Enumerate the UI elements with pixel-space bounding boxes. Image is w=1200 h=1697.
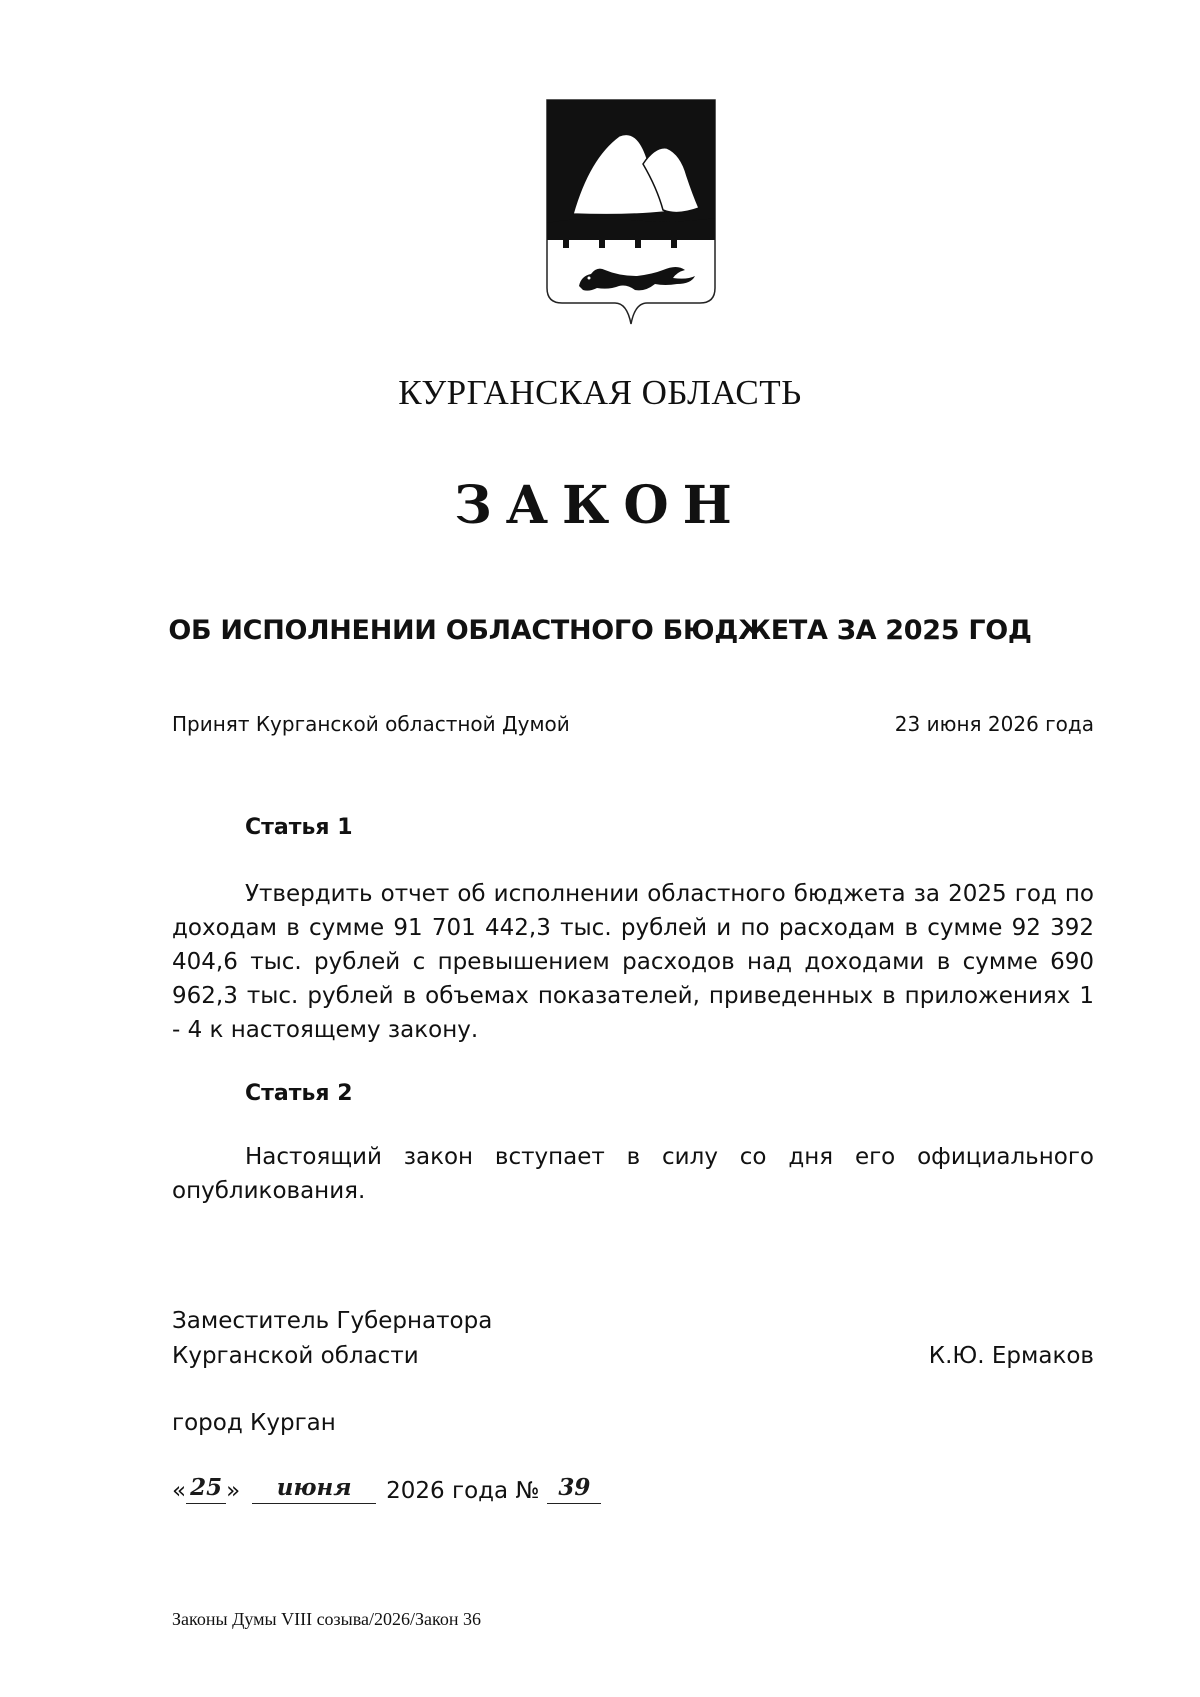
article-1-text: Утвердить отчет об исполнении областного бюджета за 2025 год по доходам в сумме 91 701 442,3 тыс. рублей и по расходам в сумме 92 392 404,6 тыс. рублей с превышением расходов над доходами в сумме 690 962,3 тыс. рублей в объемах показателей, приведенных в приложениях 1 - 4 к настоящему закону. [172, 881, 1094, 1043]
document-footer: Законы Думы VIII созыва/2026/Закон 36 [172, 1609, 481, 1629]
city: город Курган [172, 1410, 336, 1436]
adopted-date: 23 июня 2026 года [894, 712, 1094, 736]
signatory-position-line2: Курганской области [172, 1343, 419, 1369]
signatory-position-line1: Заместитель Губернатора [172, 1308, 493, 1334]
signature-block [172, 1304, 1094, 1374]
signing-month: июня [252, 1473, 376, 1504]
article-2-heading: Статья 2 [245, 1081, 353, 1106]
region-title: КУРГАНСКАЯ ОБЛАСТЬ [398, 373, 802, 412]
adoption-row [172, 712, 1094, 736]
signatory-name: К.Ю. Ермаков [928, 1343, 1094, 1369]
law-title: ОБ ИСПОЛНЕНИИ ОБЛАСТНОГО БЮДЖЕТА ЗА 2025 ГОД [168, 615, 1032, 646]
signing-number: 39 [547, 1473, 601, 1504]
article-2-text: Настоящий закон вступает в силу со дня его официального опубликования. [172, 1144, 1094, 1204]
coat-of-arms-icon [545, 98, 717, 333]
adopted-by: Принят Курганской областной Думой [172, 712, 570, 736]
signing-year-number-label: 2026 года № [386, 1478, 540, 1504]
article-1-heading: Статья 1 [245, 815, 353, 840]
document-type: ЗАКОН [454, 475, 746, 536]
signing-day: 25 [186, 1473, 226, 1504]
close-quote: » [226, 1478, 241, 1504]
signing-date-line [172, 1473, 601, 1504]
open-quote: « [172, 1478, 187, 1504]
